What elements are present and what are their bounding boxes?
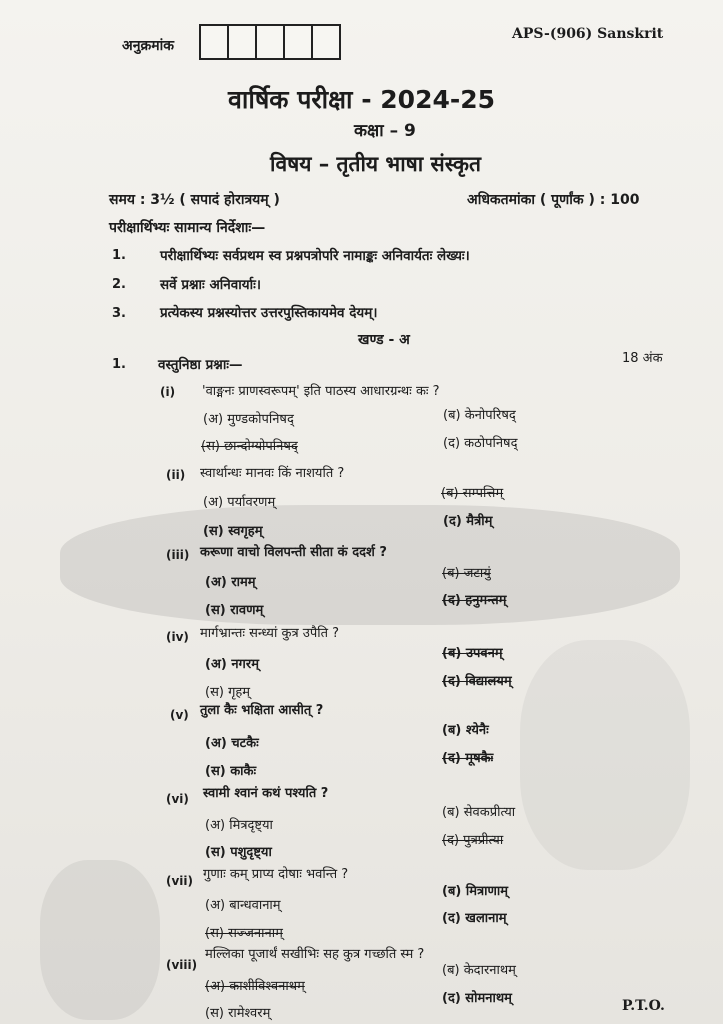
option-b: (ब) मित्राणाम् xyxy=(442,884,509,899)
sub-question-text: मल्लिका पूजार्थं सखीभिः सह कुत्र गच्छति स्म ? xyxy=(205,947,425,962)
option-c: (स) काकैः xyxy=(205,764,257,779)
instruction-text: प्रत्येकस्य प्रश्नस्योत्तर उत्तरपुस्तिकायमेव देयम्। xyxy=(160,305,378,321)
option-d: (द) मैत्रीम् xyxy=(443,514,493,529)
roll-number-label: अनुक्रमांक xyxy=(122,38,174,54)
sub-question-text: करूणा वाचो विलपन्ती सीता कं ददर्श ? xyxy=(200,545,387,560)
option-a: (अ) पर्यावरणम् xyxy=(203,495,276,510)
option-b: (ब) जटायुं xyxy=(442,566,491,581)
option-a: (अ) मुण्डकोपनिषद् xyxy=(203,412,294,427)
instruction-number: 3. xyxy=(112,306,126,321)
option-c: (स) रावणम् xyxy=(205,603,264,618)
sub-question-number: (viii) xyxy=(166,958,198,972)
sub-question-number: (iv) xyxy=(166,630,189,644)
question-number: 1. xyxy=(112,357,126,372)
option-b: (ब) सेवकप्रीत्या xyxy=(442,805,516,820)
option-b: (ब) केनोपरिषद् xyxy=(443,408,516,423)
sub-question-number: (vii) xyxy=(166,874,194,888)
option-d: (द) विद्यालयम् xyxy=(442,674,512,689)
sub-question-text: स्वामी श्वानं कथं पश्यति ? xyxy=(203,786,329,801)
option-b: (ब) श्येनैः xyxy=(442,723,489,738)
paper-code: APS-(906) Sanskrit xyxy=(512,26,664,42)
smudge xyxy=(520,640,690,870)
roll-number-boxes[interactable] xyxy=(201,24,341,60)
option-d: (द) पुत्रप्रीत्या xyxy=(442,833,504,848)
option-a: (अ) नगरम् xyxy=(205,657,259,672)
sub-question-number: (vi) xyxy=(166,792,189,806)
sub-question-text: 'वाङ्मनः प्राणस्वरूपम्' इति पाठस्य आधारग्रन्थः कः ? xyxy=(202,384,440,399)
instruction-number: 2. xyxy=(112,277,126,292)
option-c: (स) स्वगृहम् xyxy=(203,524,263,539)
roll-cell[interactable] xyxy=(283,24,313,60)
option-d: (द) मूषकैः xyxy=(442,751,494,766)
roll-cell[interactable] xyxy=(199,24,229,60)
smudge xyxy=(60,505,680,625)
roll-cell[interactable] xyxy=(227,24,257,60)
roll-cell[interactable] xyxy=(255,24,285,60)
option-b: (ब) सम्पत्तिम् xyxy=(441,486,504,501)
section-heading: खण्ड - अ xyxy=(358,332,410,348)
option-a: (अ) बान्धवानाम् xyxy=(205,898,281,913)
question-marks: 18 अंक xyxy=(622,351,663,366)
instruction-text: सर्वे प्रश्नाः अनिवार्याः। xyxy=(160,277,261,293)
option-d: (द) सोमनाथम् xyxy=(442,991,512,1006)
sub-question-text: स्वार्थान्धः मानवः किं नाशयति ? xyxy=(200,466,345,481)
sub-question-number: (v) xyxy=(170,708,189,722)
pto-label: P.T.O. xyxy=(622,998,665,1014)
option-b: (ब) केदारनाथम् xyxy=(442,963,516,978)
option-a: (अ) काशीविश्वनाथम् xyxy=(205,979,305,994)
option-c: (स) छान्दोग्योपनिषद् xyxy=(201,439,298,454)
class-title: कक्षा – 9 xyxy=(354,121,416,141)
option-a: (अ) रामम् xyxy=(205,575,256,590)
time-info: समय : 3½ ( सपादं होरात्रयम् ) xyxy=(109,192,280,208)
instructions-heading: परीक्षार्थिभ्यः सामान्य निर्देशाः— xyxy=(109,220,266,236)
option-c: (स) सज्जनानाम् xyxy=(205,926,283,941)
sub-question-number: (iii) xyxy=(166,548,190,562)
option-d: (द) कठोपनिषद् xyxy=(443,436,518,451)
sub-question-text: तुला कैः भक्षिता आसीत् ? xyxy=(200,703,324,718)
instruction-text: परीक्षार्थिभ्यः सर्वप्रथम स्व प्रश्नपत्रोपरि नामाङ्कः अनिवार्यतः लेख्यः। xyxy=(160,248,470,264)
question-title: वस्तुनिष्ठा प्रश्नाः— xyxy=(158,357,243,373)
smudge xyxy=(40,860,160,1020)
sub-question-text: मार्गभ्रान्तः सन्ध्यां कुत्र उपैति ? xyxy=(200,626,340,641)
instruction-number: 1. xyxy=(112,248,126,263)
option-c: (स) रामेश्वरम् xyxy=(205,1006,271,1021)
sub-question-text: गुणाः कम् प्राप्य दोषाः भवन्ति ? xyxy=(203,867,349,882)
sub-question-number: (ii) xyxy=(166,468,186,482)
max-marks: अधिकतमांका ( पूर्णांक ) : 100 xyxy=(467,192,640,208)
option-a: (अ) चटकैः xyxy=(205,736,259,751)
sub-question-number: (i) xyxy=(160,385,176,399)
option-c: (स) पशुदृष्ट्या xyxy=(205,845,272,860)
option-d: (द) हनुमन्तम् xyxy=(442,593,507,608)
subject-title: विषय – तृतीय भाषा संस्कृत xyxy=(270,152,481,176)
option-c: (स) गृहम् xyxy=(205,685,251,700)
option-b: (ब) उपवनम् xyxy=(442,646,503,661)
option-d: (द) खलानाम् xyxy=(442,911,507,926)
roll-cell[interactable] xyxy=(311,24,341,60)
option-a: (अ) मित्रदृष्ट्या xyxy=(205,818,273,833)
exam-title: वार्षिक परीक्षा - 2024-25 xyxy=(228,85,496,114)
